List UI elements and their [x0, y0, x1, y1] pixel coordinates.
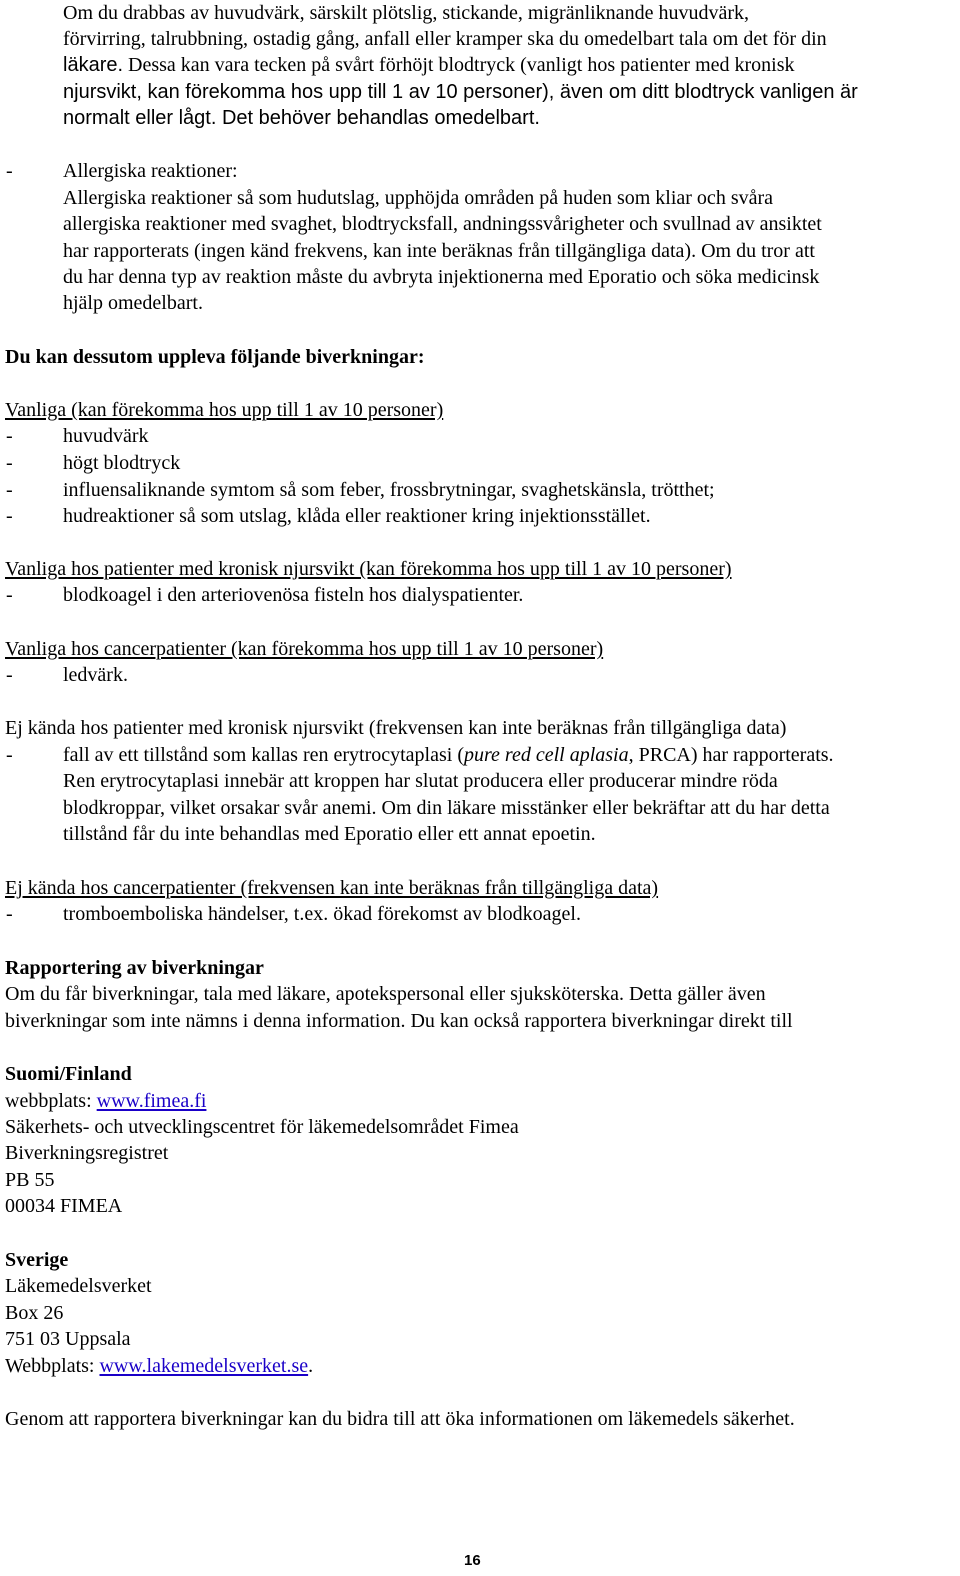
- allergy-heading: Allergiska reaktioner:: [63, 160, 238, 182]
- unknown-kidney-text: fall av ett tillstånd som kallas ren erytrocytaplasi: [63, 744, 453, 766]
- unknown-kidney-text: (: [452, 744, 464, 766]
- list-item: högt blodtryck: [63, 452, 181, 474]
- finland-website-label: webbplats:: [5, 1090, 97, 1112]
- finland-address-line: PB 55: [5, 1169, 55, 1191]
- sweden-address-line: Läkemedelsverket: [5, 1275, 152, 1297]
- list-item: ledvärk.: [63, 664, 128, 686]
- common-kidney-heading: Vanliga hos patienter med kronisk njursvikt (kan förekomma hos upp till 1 av 10 personer): [5, 558, 732, 580]
- sweden-address-line: 751 03 Uppsala: [5, 1328, 131, 1350]
- intro-line: förvirring, talrubbning, ostadig gång, anfall eller kramper ska du omedelbart tala om det för din: [63, 28, 827, 50]
- sweden-website: [5, 1353, 313, 1379]
- intro-text: läkare.: [63, 54, 124, 76]
- list-dash: -: [6, 425, 13, 447]
- unknown-kidney-line: blodkroppar, vilket orsakar svår anemi. Om din läkare misstänker eller bekräftar att du har detta: [63, 797, 830, 819]
- allergy-line: Allergiska reaktioner så som hudutslag, upphöjda områden på huden som kliar och svåra: [63, 187, 774, 209]
- intro-line: Om du drabbas av huvudvärk, särskilt plötslig, stickande, migränliknande huvudvärk,: [63, 2, 749, 24]
- allergy-line: allergiska reaktioner med svaghet, blodtrycksfall, andningssvårigheter och svullnad av ansiktet: [63, 213, 822, 235]
- list-dash: -: [6, 584, 13, 606]
- unknown-kidney-line: tillstånd får du inte behandlas med Eporatio eller ett annat epoetin.: [63, 823, 596, 845]
- lakemedelsverket-link[interactable]: www.lakemedelsverket.se: [99, 1355, 309, 1377]
- list-dash: -: [6, 160, 13, 182]
- sweden-address-line: Box 26: [5, 1302, 64, 1324]
- list-item: blodkoagel i den arteriovenösa fisteln hos dialyspatienter.: [63, 584, 524, 606]
- unknown-cancer-heading: Ej kända hos cancerpatienter (frekvensen kan inte beräknas från tillgängliga data): [5, 877, 659, 899]
- intro-text: Dessa kan vara tecken på svårt förhöjt blodtryck (vanligt hos patienter med kronisk: [128, 54, 795, 76]
- unknown-kidney-latin: pure red cell aplasia: [464, 744, 629, 766]
- allergy-line: hjälp omedelbart.: [63, 292, 203, 314]
- sweden-website-suffix: .: [308, 1355, 314, 1377]
- list-dash: -: [6, 744, 13, 766]
- list-dash: -: [6, 664, 13, 686]
- sweden-website-label: Webbplats:: [5, 1355, 100, 1377]
- intro-line: normalt eller lågt. Det behöver behandlas omedelbart.: [63, 107, 540, 129]
- allergy-line: har rapporterats (ingen känd frekvens, kan inte beräknas från tillgängliga data). Om du tror att: [63, 240, 815, 262]
- finland-heading: Suomi/Finland: [5, 1063, 132, 1085]
- list-item: influensaliknande symtom så som feber, frossbrytningar, svaghetskänsla, trötthet;: [63, 479, 715, 501]
- finland-address-line: Säkerhets- och utvecklingscentret för läkemedelsområdet Fimea: [5, 1116, 519, 1138]
- page-number: 16: [464, 1552, 481, 1569]
- unknown-kidney-heading: Ej kända hos patienter med kronisk njursvikt (frekvensen kan inte beräknas från tillgängliga data): [5, 717, 787, 739]
- closing-line: Genom att rapportera biverkningar kan du bidra till att öka informationen om läkemedels säkerhet.: [5, 1408, 795, 1430]
- finland-website: [5, 1088, 206, 1114]
- reporting-line: biverkningar som inte nämns i denna information. Du kan också rapportera biverkningar direkt till: [5, 1010, 793, 1032]
- unknown-kidney-text: , PRCA) har rapporterats.: [628, 744, 834, 766]
- common-cancer-heading: Vanliga hos cancerpatienter (kan förekomma hos upp till 1 av 10 personer): [5, 638, 604, 660]
- list-item: tromboemboliska händelser, t.ex. ökad förekomst av blodkoagel.: [63, 903, 581, 925]
- unknown-kidney-line: [63, 742, 834, 768]
- list-dash: -: [6, 479, 13, 501]
- finland-address-line: Biverkningsregistret: [5, 1142, 169, 1164]
- common-heading: Vanliga (kan förekomma hos upp till 1 av 10 personer): [5, 399, 444, 421]
- finland-address-line: 00034 FIMEA: [5, 1195, 123, 1217]
- list-dash: -: [6, 452, 13, 474]
- unknown-kidney-line: Ren erytrocytaplasi innebär att kroppen har slutat producera eller producerar mindre röda: [63, 770, 778, 792]
- list-item: huvudvärk: [63, 425, 149, 447]
- fimea-link[interactable]: www.fimea.fi: [96, 1090, 207, 1112]
- reporting-line: Om du får biverkningar, tala med läkare, apotekspersonal eller sjuksköterska. Detta gäller även: [5, 983, 766, 1005]
- intro-line: njursvikt, kan förekomma hos upp till 1 av 10 personer), även om ditt blodtryck vanligen är: [63, 81, 858, 103]
- list-dash: -: [6, 505, 13, 527]
- list-item: hudreaktioner så som utslag, klåda eller reaktioner kring injektionsstället.: [63, 505, 651, 527]
- allergy-line: du har denna typ av reaktion måste du avbryta injektionerna med Eporatio och söka medicinsk: [63, 266, 820, 288]
- list-dash: -: [6, 903, 13, 925]
- intro-line: [63, 52, 795, 78]
- sweden-heading: Sverige: [5, 1249, 69, 1271]
- section-heading: Du kan dessutom uppleva följande biverkningar:: [5, 346, 425, 368]
- reporting-heading: Rapportering av biverkningar: [5, 957, 264, 979]
